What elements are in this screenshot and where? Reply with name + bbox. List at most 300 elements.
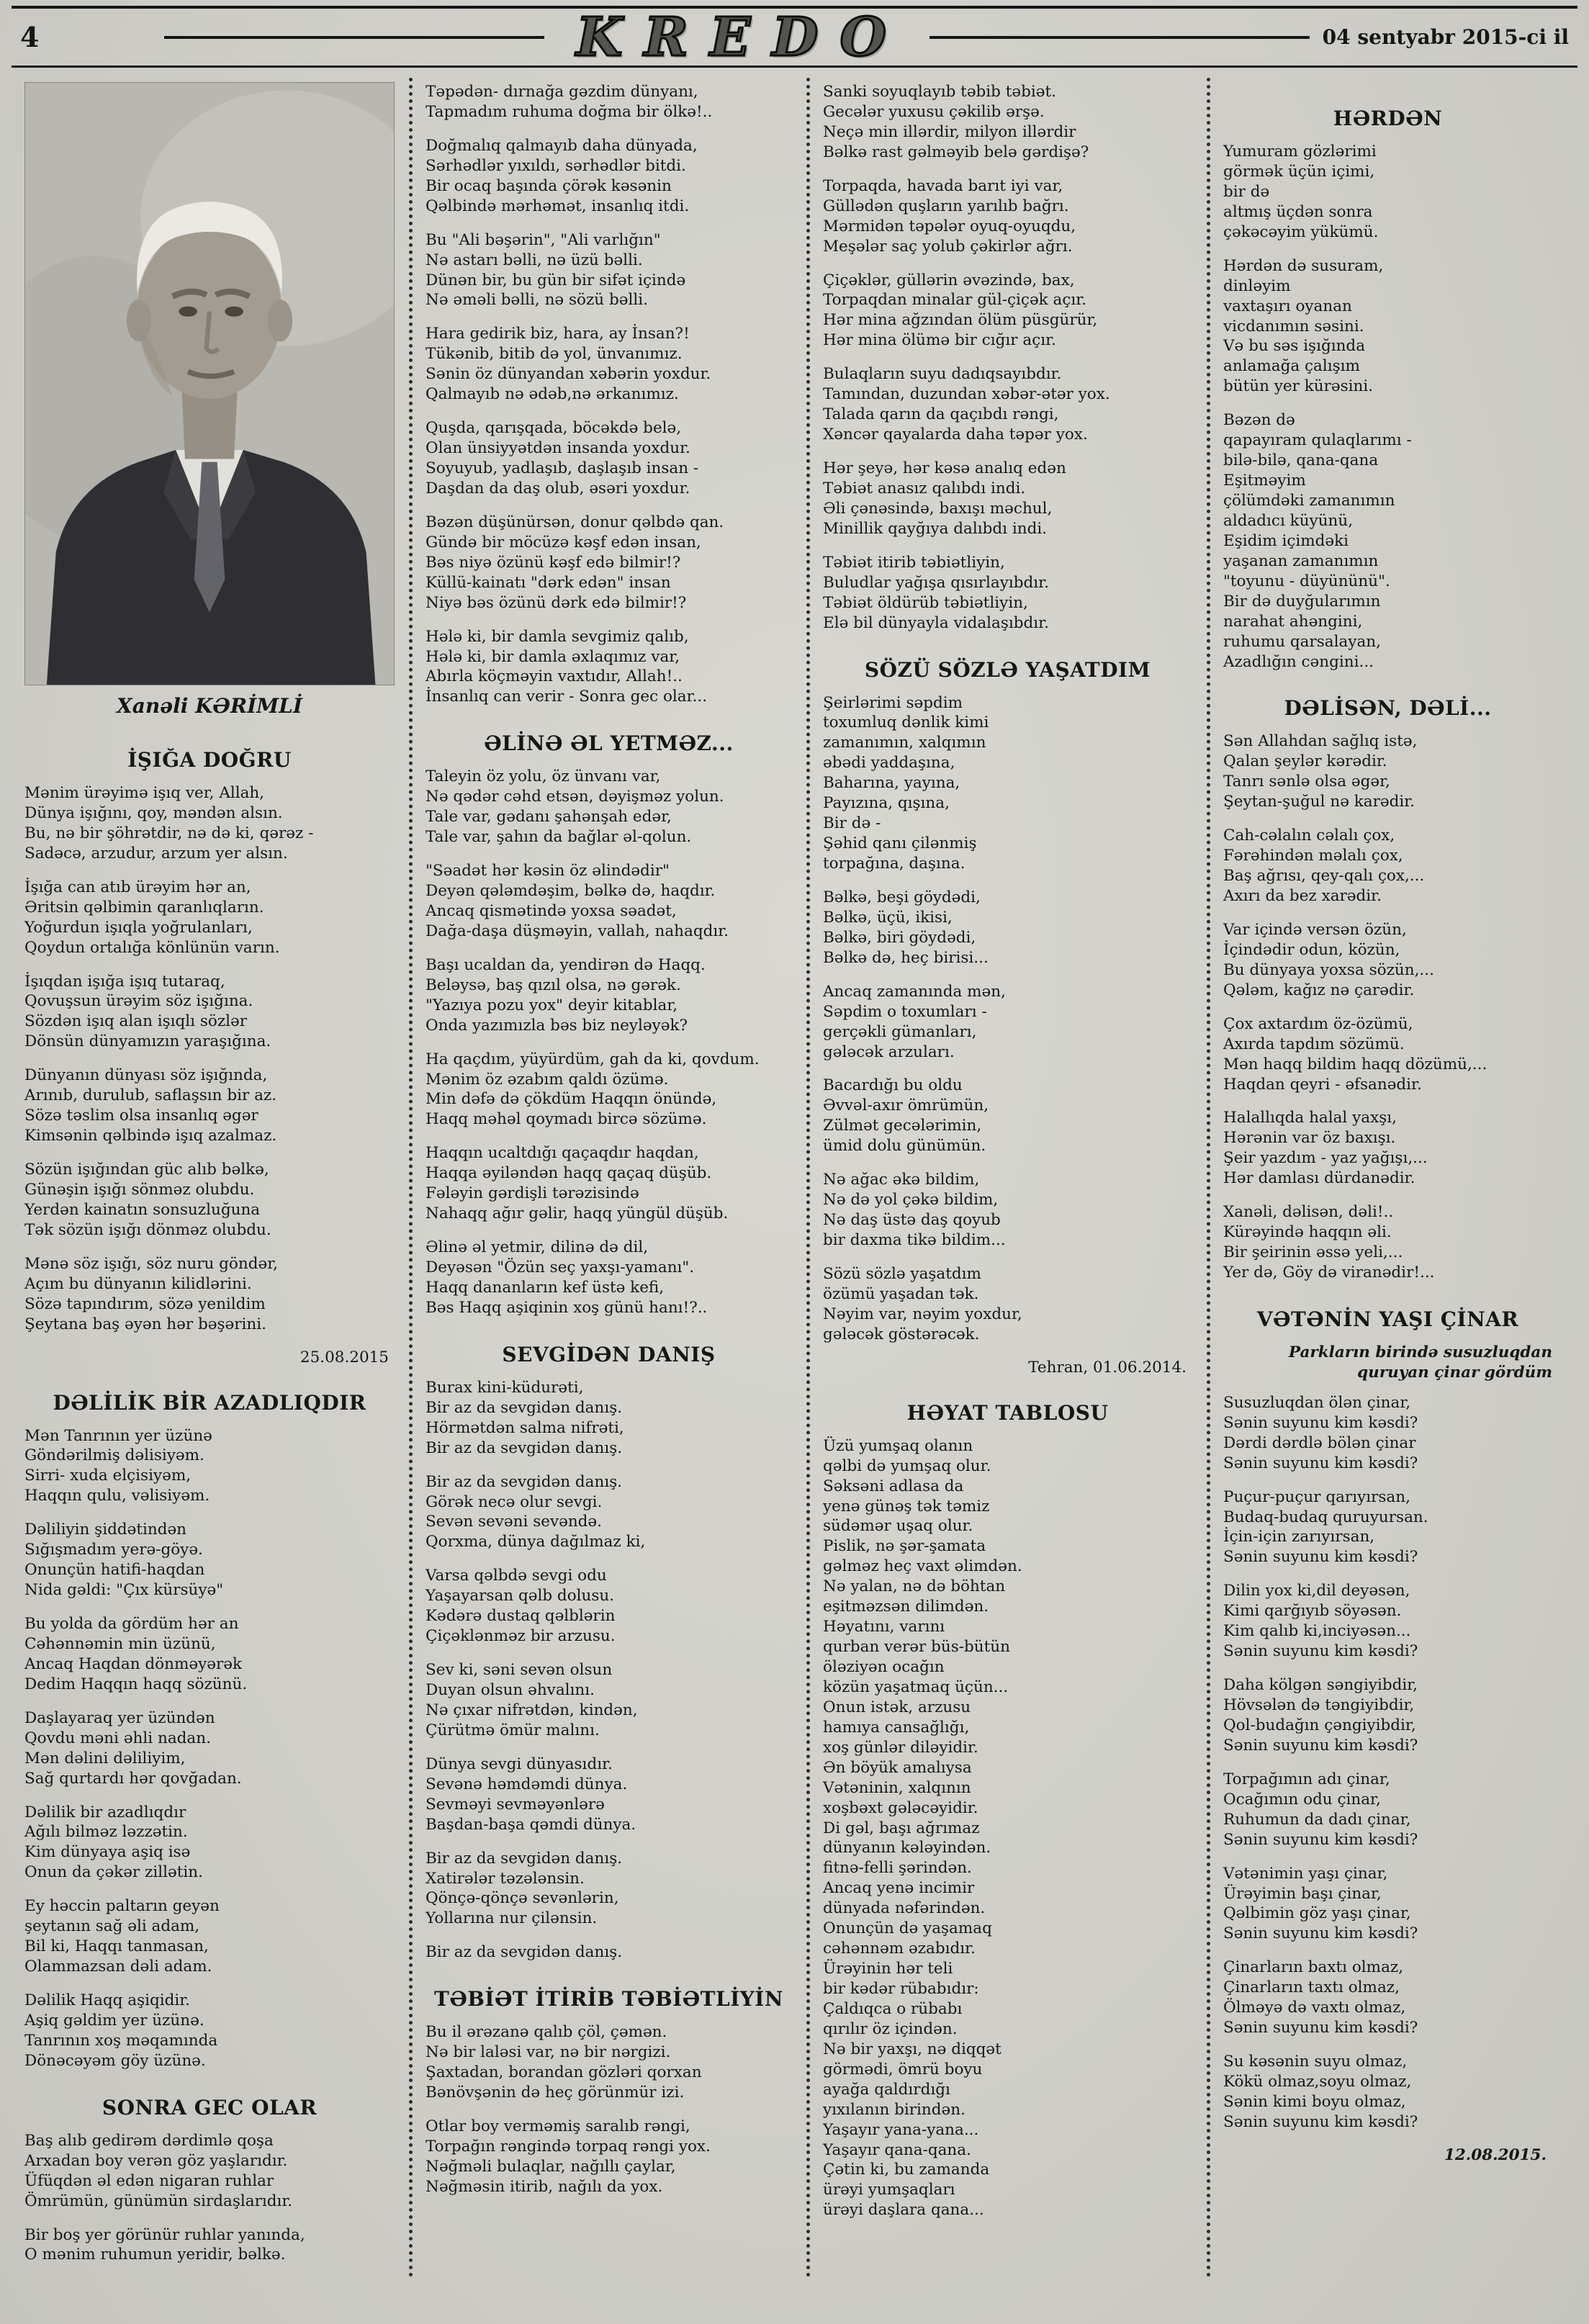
- stanza: [823, 459, 1192, 539]
- poem-line: şeytanın sağ əli adam,: [24, 1917, 200, 1936]
- poem-line: Başı ucaldan da, yendirən də Haqq.: [426, 955, 706, 974]
- poem-title: DƏLİLİK BİR AZADLIQDIR: [53, 1390, 366, 1415]
- poem-line: Ancaq qismətində yoxsa səadət,: [426, 901, 677, 920]
- poem-line: Bu "Ali bəşərin", "Ali varlığın": [426, 230, 661, 249]
- poem-line: qəlbi də yumşaq olur.: [823, 1456, 991, 1475]
- poem-title: VƏTƏNİN YAŞI ÇİNAR: [1256, 1307, 1519, 1331]
- poem-line: bütün yer kürəsini.: [1223, 377, 1374, 396]
- poem-line: Sözün işığından güc alıb bəlkə,: [24, 1161, 269, 1179]
- masthead-title: KREDO: [576, 6, 908, 68]
- poem-line: Cəhənnəmin min üzünü,: [24, 1634, 216, 1653]
- poem-line: ümid dolu günümün.: [823, 1137, 986, 1156]
- poem-line: Yoğurdun işıqla yoğrulanları,: [24, 918, 253, 937]
- poem-line: Ancaq zamanında mən,: [823, 982, 1006, 1001]
- poem-line: gələcək göstərəcək.: [823, 1325, 980, 1343]
- poem-line: Kim dünyaya aşiq isə: [24, 1843, 191, 1862]
- poem-line: Elə bil dünyayla vidalaşıbdır.: [823, 613, 1049, 632]
- poem-line: Sözə tapındırım, sözə yenildim: [24, 1294, 266, 1313]
- poem-line: Axırı da bez xarədir.: [1223, 887, 1382, 905]
- poem-line: Soyuyub, yadlaşıb, daşlaşıb insan -: [426, 459, 699, 477]
- stanza: [1223, 1487, 1552, 1568]
- poem-line: Xanəli, dəlisən, dəli!..: [1223, 1203, 1394, 1222]
- poem-line: Qalan şeylər kərədir.: [1223, 752, 1387, 771]
- poem-line: Bəzən düşünürsən, donur qəlbdə qan.: [426, 513, 724, 531]
- poem-line: Olammazsan dəli adam.: [24, 1958, 212, 1976]
- poem-line: Deyən qələmdəşim, bəlkə də, haqdır.: [426, 882, 716, 900]
- poem-subtitle: Parkların birində susuzluqdan quruyan çinar gördüm: [1288, 1343, 1552, 1382]
- poem-line: Çiçəklər, güllərin əvəzində, bax,: [823, 271, 1075, 289]
- poem-line: ürəyi yumşaqları: [823, 2181, 955, 2199]
- poem-line: Dedim Haqqın haqq sözünü.: [24, 1675, 248, 1693]
- poem-line: Bir az da sevgidən danış.: [426, 1943, 623, 1962]
- poem-line: Beləysə, baş qızıl olsa, nə gərək.: [426, 976, 681, 994]
- poem-line: Ha qaçdım, yüyürdüm, gah da ki, qovdum.: [426, 1050, 760, 1068]
- stanza: [426, 2022, 792, 2103]
- poem-line: Sənin suyunu kim kəsdi?: [1223, 1454, 1418, 1472]
- stanza: [426, 1238, 792, 1318]
- stanza: [24, 1803, 395, 1883]
- poem-line: Qələm, kağız nə çarədir.: [1223, 981, 1415, 999]
- poem-line: Yollarına nur çilənsin.: [426, 1909, 598, 1928]
- poem-line: Ruhumun da dadı çinar,: [1223, 1810, 1411, 1829]
- poem-line: ruhumu qarsalayan,: [1223, 632, 1381, 651]
- page-number: 4: [20, 21, 40, 53]
- poem-line: Təpədən- dırnağa gəzdim dünyanı,: [426, 83, 698, 101]
- poem-line: Dönəcəyəm göy üzünə.: [24, 2051, 206, 2070]
- poem-line: Qovdu məni əhli nadan.: [24, 1729, 211, 1747]
- poem-line: Tale var, gədanı şahənşah edər,: [426, 808, 672, 827]
- poem-line: Dünya sevgi dünyasıdır.: [426, 1755, 613, 1773]
- poem-line: Puçur-puçur qarıyırsan,: [1223, 1487, 1410, 1506]
- stanza: [24, 1896, 395, 1977]
- stanza: [24, 972, 395, 1053]
- poem-line: Ürəyimin başı çinar,: [1223, 1884, 1382, 1903]
- poem-line: Çox axtardım öz-özümü,: [1223, 1014, 1413, 1033]
- poem-line: Hələ ki, bir damla sevgimiz qalıb,: [426, 627, 689, 646]
- poem-line: Bir az da sevgidən danış.: [426, 1849, 623, 1868]
- stanza: [24, 1708, 395, 1789]
- poem-line: Nə daş üstə daş qoyub: [823, 1211, 1001, 1230]
- poem-line: Nə ağac əkə bildim,: [823, 1171, 980, 1189]
- poem-date: 25.08.2015: [300, 1348, 389, 1366]
- poem-line: Həyatını, varını: [823, 1618, 945, 1636]
- poem-line: Ölməyə də vaxtı olmaz,: [1223, 1999, 1406, 2017]
- poem-line: Üfüqdən əl edən nigaran ruhlar: [24, 2171, 274, 2190]
- poem-line: Tükənib, bitib də yol, ünvanımız.: [426, 345, 683, 364]
- poem-line: Çinarların taxtı olmaz,: [1223, 1978, 1400, 1997]
- poem-line: Sözü sözlə yaşatdım: [823, 1264, 981, 1283]
- poem-line: narahat ahəngini,: [1223, 612, 1363, 631]
- poem-line: Bir də -: [823, 814, 881, 833]
- stanza: [1223, 1864, 1552, 1945]
- poem-line: Gecələr yuxusu çəkilib ərşə.: [823, 102, 1045, 121]
- poem-line: Qoydun ortalığa könlünün varın.: [24, 938, 280, 957]
- poem-line: Nəğməsin itirib, nağılı da yox.: [426, 2177, 663, 2196]
- poem-line: Qalmayıb nə ədəb,nə ərkanımız.: [426, 385, 679, 404]
- poem-line: Əlinə əl yetmir, dilinə də dil,: [426, 1238, 649, 1257]
- poem-line: Şeytana baş əyən hər bəşərini.: [24, 1315, 266, 1333]
- poem-line: Sirri- xuda elçisiyəm,: [24, 1467, 192, 1485]
- author-portrait-illustration: [25, 83, 394, 685]
- poem-line: Yer də, Göy də viranədir!...: [1223, 1264, 1435, 1282]
- page-header: [12, 6, 1577, 68]
- poem-line: Hər damlası dürdanədir.: [1223, 1169, 1415, 1188]
- poem-line: Sığışmadım yerə-göyə.: [24, 1541, 203, 1559]
- poem-line: Su kəsənin suyu olmaz,: [1223, 2053, 1408, 2071]
- poem-line: Mən dəlini dəliliyim,: [24, 1749, 186, 1767]
- poem-line: Hər mina ölümə bir cığır açır.: [823, 331, 1056, 350]
- poem-line: Bacardığı bu oldu: [823, 1076, 963, 1095]
- poem-line: Bir də duyğularımın: [1223, 592, 1381, 611]
- poem-line: Pislik, nə şər-şamata: [823, 1537, 986, 1556]
- poem-line: qapayıram qulaqlarımı -: [1223, 431, 1412, 450]
- stanza: [426, 1566, 792, 1647]
- stanza: [823, 82, 1192, 163]
- poem-line: Di gəl, başı ağrımaz: [823, 1819, 980, 1837]
- poem-line: Abırla köçməyin vaxtıdır, Allah!..: [426, 667, 683, 686]
- poem-line: Daha kölgən səngiyibdir,: [1223, 1676, 1418, 1695]
- poem-line: yaşanan zamanımın: [1223, 551, 1379, 570]
- stanza: [823, 176, 1192, 257]
- poem-line: Bəs niyə özünü kəşf edə bilmir!?: [426, 553, 681, 572]
- poem-line: Vətəninin, xalqının: [823, 1778, 971, 1797]
- poem-line: bir kədər rübabıdır:: [823, 1980, 979, 1998]
- poem-line: Var içində versən özün,: [1223, 920, 1407, 939]
- stanza: [24, 1254, 395, 1335]
- poem-line: Fərəhindən məlalı çox,: [1223, 847, 1403, 865]
- poem-line: Qovuşsun ürəyim söz işığına.: [24, 992, 253, 1011]
- poem-line: xoş günlər diləyidir.: [823, 1738, 978, 1757]
- poem-line: Əvvəl-axır ömrümün,: [823, 1096, 989, 1115]
- stanza: [24, 878, 395, 958]
- poem-line: Qol-budağın çəngiyibdir,: [1223, 1716, 1416, 1734]
- poem-line: Ey həccin paltarın geyən: [24, 1897, 220, 1916]
- poem-line: Ömrümün, günümün sirdaşlarıdır.: [24, 2192, 293, 2210]
- poem-line: Şeirlərimi səpdim: [823, 693, 963, 712]
- poem-line: Arınıb, durulub, saflaşsın bir az.: [24, 1086, 277, 1105]
- stanza: [426, 1942, 792, 1963]
- poem-line: Dəliliyin şiddətindən: [24, 1521, 187, 1539]
- poem-line: Varsa qəlbdə sevgi odu: [426, 1567, 607, 1585]
- poem-line: Bu, nə bir şöhrətdir, nə də ki, qərəz -: [24, 824, 314, 842]
- poem-line: fitnə-felli şərindən.: [823, 1859, 972, 1878]
- poem-line: Haqqa əyiləndən haqq qaçaq düşüb.: [426, 1164, 712, 1183]
- poem-title: İŞIĞA DOĞRU: [127, 748, 292, 772]
- poem-line: Tanrı sənlə olsa əgər,: [1223, 773, 1390, 791]
- poem-line: Qorxma, dünya dağılmaz ki,: [426, 1533, 646, 1551]
- poem-line: O mənim ruhumun yeridir, bəlkə.: [24, 2246, 286, 2264]
- stanza: [426, 230, 792, 311]
- stanza: [823, 888, 1192, 968]
- photo-caption: Xanəli KƏRİMLİ: [117, 694, 302, 718]
- poem-line: Axırda tapdım sözümü.: [1223, 1035, 1405, 1053]
- poem-line: Dağa-daşa düşməyin, vallah, nahaqdır.: [426, 922, 729, 940]
- poem-line: Eşidim içimdəki: [1223, 531, 1349, 550]
- poem-line: Kədərə dustaq qəlblərin: [426, 1607, 616, 1626]
- poem-line: yıxılanın birindən.: [823, 2100, 965, 2119]
- poem-line: Təbiət itirib təbiətliyin,: [823, 553, 1005, 572]
- poem-title: TƏBİƏT İTİRİB TƏBİƏTLİYİN: [434, 1987, 783, 2012]
- poem-line: Nə astarı bəlli, nə üzü bəlli.: [426, 251, 643, 269]
- poem-line: özümü yaşadan tək.: [823, 1284, 979, 1303]
- poem-line: Bəlkə də, heç birisi...: [823, 948, 989, 967]
- poem-line: Hələ ki, bir damla əxlaqımız var,: [426, 647, 680, 666]
- poem-line: Sənin suyunu kim kəsdi?: [1223, 1830, 1418, 1849]
- poem-line: südəmər uşaq olur.: [823, 1517, 973, 1536]
- poem-line: Görək necə olur sevgi.: [426, 1492, 603, 1511]
- poem-line: Sevməyi sevməyənlərə: [426, 1795, 605, 1814]
- poem-line: Zülmət gecələrimin,: [823, 1117, 982, 1135]
- poem-line: Talada qarın da qaçıbdı rəngi,: [823, 405, 1059, 424]
- poem-line: Nə çıxar nifrətdən, kindən,: [426, 1701, 638, 1719]
- stanza: [1223, 1014, 1552, 1095]
- poem-line: Tale var, şahın da bağlar əl-qolun.: [426, 828, 692, 847]
- poem-line: zamanımın, xalqımın: [823, 734, 986, 752]
- poem-title: ƏLİNƏ ƏL YETMƏZ...: [484, 731, 734, 756]
- stanza: [1223, 410, 1552, 672]
- stanza: [426, 418, 792, 499]
- poem-line: Sevən sevəni sevəndə.: [426, 1513, 602, 1531]
- poem-line: Bir şeirinin əssə yeli,...: [1223, 1243, 1403, 1262]
- poem-line: Bir az da sevgidən danış.: [426, 1438, 623, 1457]
- poem-line: Vətənimin yaşı çinar,: [1223, 1864, 1388, 1883]
- poem-line: Sadəcə, arzudur, arzum yer alsın.: [24, 844, 288, 863]
- poem-line: Min dəfə də çökdüm Haqqın önündə,: [426, 1090, 717, 1109]
- poem-line: Üzü yumşaq olanın: [823, 1436, 973, 1455]
- poem-line: Sənin suyunu kim kəsdi?: [1223, 2112, 1418, 2131]
- poem-line: Dünya işığını, qoy, məndən alsın.: [24, 803, 283, 822]
- poem-line: Ancaq yenə incimir: [823, 1879, 975, 1898]
- poem-line: Əritsin qəlbimin qaranlıqların.: [24, 898, 264, 916]
- poem-line: Dilin yox ki,dil deyəsən,: [1223, 1582, 1410, 1600]
- poem-date: Tehran, 01.06.2014.: [1028, 1358, 1187, 1377]
- stanza: [823, 693, 1192, 874]
- poem-line: "Səadət hər kəsin öz əlindədir": [426, 862, 670, 880]
- poem-line: Minillik qayğıya dalıbdı indi.: [823, 519, 1048, 538]
- poem-line: Nə yalan, nə də böhtan: [823, 1577, 1006, 1596]
- poem-title: DƏLİSƏN, DƏLİ...: [1284, 696, 1492, 721]
- poem-line: Bəlkə, biri göydədi,: [823, 928, 976, 947]
- poem-line: Torpağımın adı çinar,: [1223, 1770, 1390, 1788]
- poem-line: Hər mina ağzından ölüm püsgürür,: [823, 311, 1098, 330]
- poem-line: Haqqın qulu, vəlisiyəm.: [24, 1487, 210, 1505]
- poem-line: gələcək arzuları.: [823, 1042, 955, 1061]
- poem-line: Bu yolda da gördüm hər an: [24, 1615, 239, 1633]
- poem-line: Nə bir laləsi var, nə bir nərgizi.: [426, 2043, 671, 2062]
- poem-line: Bir boş yer görünür ruhlar yanında,: [24, 2225, 305, 2244]
- stanza: [1223, 142, 1552, 243]
- poem-line: Budaq-budaq quruyursan.: [1223, 1508, 1428, 1526]
- poem-line: Baş alıb gedirəm dərdimlə qoşa: [24, 2131, 274, 2150]
- poem-line: Kimi qarğıyıb söyəsən.: [1223, 1602, 1402, 1621]
- stanza: [426, 1472, 792, 1553]
- poem-line: Kökü olmaz,soyu olmaz,: [1223, 2073, 1412, 2091]
- column-1: [12, 78, 409, 2279]
- poem-line: Kürəyində haqqın əli.: [1223, 1223, 1392, 1242]
- poem-line: İçindədir odun, közün,: [1223, 940, 1400, 959]
- poem-line: Onda yazımızla bəs biz neyləyək?: [426, 1016, 688, 1035]
- stanza: [823, 1170, 1192, 1251]
- poem-line: ayağa qaldırdığı: [823, 2080, 950, 2099]
- poem-line: Yerdən kainatın sonsuzluğuna: [24, 1200, 261, 1219]
- columns-container: [12, 68, 1577, 2279]
- poem-line: əbədi yaddaşına,: [823, 754, 955, 773]
- poem-line: Sanki soyuqlayıb təbib təbiət.: [823, 83, 1056, 101]
- poem-line: dinləyim: [1223, 276, 1291, 295]
- poem-line: Qəlbimin göz yaşı çinar,: [1223, 1904, 1411, 1923]
- poem-line: Dəlilik bir azadlıqdır: [24, 1803, 186, 1821]
- stanza: [823, 271, 1192, 351]
- stanza: [426, 1378, 792, 1459]
- poem-line: Nahaqq ağır gəlir, haqq yüngül düşüb.: [426, 1204, 729, 1223]
- poem-line: Mənim ürəyimə işıq ver, Allah,: [24, 784, 265, 802]
- poem-line: Ancaq Haqdan dönməyərək: [24, 1654, 242, 1673]
- poem-line: Bir ocaq başında çörək kəsənin: [426, 176, 672, 195]
- poem-line: Sənin suyunu kim kəsdi?: [1223, 1736, 1418, 1755]
- poem-title: SONRA GEC OLAR: [102, 2095, 318, 2120]
- poem-line: bir də: [1223, 182, 1270, 201]
- poem-line: Başdan-başa qəmdi dünya.: [426, 1815, 636, 1834]
- poem-line: Baharına, yayına,: [823, 774, 960, 793]
- poem-line: Şəhid qanı çilənmiş: [823, 834, 977, 853]
- stanza: [1223, 1202, 1552, 1283]
- poem-line: Dönsün dünyamızın yaraşığına.: [24, 1032, 271, 1051]
- stanza: [24, 2131, 395, 2212]
- stanza: [426, 513, 792, 613]
- poem-line: Mənə söz işığı, söz nuru göndər,: [24, 1254, 278, 1273]
- stanza: [426, 82, 792, 122]
- poem-line: Bənövşənin də heç görünmür izi.: [426, 2084, 685, 2102]
- poem-line: Haqq məhəl qoymadı bircə sözümə.: [426, 1110, 707, 1129]
- poem-line: Sözdən işıq alan işıqlı sözlər: [24, 1012, 248, 1031]
- poem-line: Əli çənəsində, baxışı məchul,: [823, 499, 1053, 518]
- poem-line: Bəlkə, beşi göydədi,: [823, 888, 981, 906]
- poem-line: xoşbəxt gələcəyidir.: [823, 1798, 978, 1817]
- poem-line: Niyə bəs özünü dərk edə bilmir!?: [426, 593, 687, 612]
- poem-line: Onunçün də yaşamaq: [823, 1919, 992, 1938]
- poem-line: cəhənnəm əzabıdır.: [823, 1940, 976, 1958]
- poem-line: aldadıcı küyünü,: [1223, 511, 1354, 530]
- poem-line: Sağ qurtardı hər qovğadan.: [24, 1769, 242, 1788]
- stanza: [1223, 1393, 1552, 1474]
- poem-line: Haqqın ucaltdığı qaçaqdır haqdan,: [426, 1144, 699, 1163]
- poem-line: öləziyən ocağın: [823, 1658, 945, 1676]
- poem-line: qırılır öz içindən.: [823, 2019, 958, 2038]
- poem-line: Küllü-kainatı "dərk edən" insan: [426, 573, 671, 592]
- poem-line: eşitməzsən dilimdən.: [823, 1598, 989, 1616]
- poem-line: Tək sözün işığı dönməz olubdu.: [24, 1220, 271, 1239]
- stanza: [1223, 731, 1552, 812]
- poem-line: Fələyin gərdişli tərəzisində: [426, 1184, 639, 1203]
- poem-line: Nə əməli bəlli, nə sözü bəlli.: [426, 291, 648, 310]
- stanza: [1223, 1958, 1552, 2038]
- poem-line: Yaşayarsan qəlb dolusu.: [426, 1587, 615, 1605]
- stanza: [24, 1991, 395, 2071]
- poem-line: Xəncər qayalarda daha təpər yox.: [823, 425, 1088, 444]
- poem-line: Daşlayaraq yer üzündən: [24, 1708, 215, 1727]
- poem-line: Duyan olsun əhvalını.: [426, 1681, 595, 1699]
- poem-line: Sənin suyunu kim kəsdi?: [1223, 1413, 1418, 1432]
- poem-line: Sənin suyunu kim kəsdi?: [1223, 1924, 1418, 1943]
- poem-line: İşığa can atıb ürəyim hər an,: [24, 878, 251, 896]
- poem-line: bir daxma tikə bildim...: [823, 1231, 1006, 1249]
- stanza: [24, 2225, 395, 2266]
- poem-line: Dəlilik Haqq aşiqidir.: [24, 1991, 191, 2009]
- stanza: [823, 982, 1192, 1063]
- stanza: [426, 1849, 792, 1929]
- stanza: [823, 553, 1192, 634]
- poem-title: HƏYAT TABLOSU: [906, 1400, 1109, 1425]
- poem-line: Sənin kimi boyu olmaz,: [1223, 2092, 1406, 2111]
- poem-line: Ocağımın odu çinar,: [1223, 1790, 1381, 1809]
- poem-line: Dünən bir, bu gün bir sifət içində: [426, 271, 686, 289]
- poem-line: Bil ki, Haqqı tanmasan,: [24, 1937, 209, 1956]
- poem-line: Günəşin işığı sönməz olubdu.: [24, 1180, 255, 1199]
- poem-line: Tamından, duzundan xəbər-ətər yox.: [823, 385, 1110, 404]
- poem-line: Taleyin öz yolu, öz ünvanı var,: [426, 767, 661, 786]
- poem-line: közün yaşatmaq üçün...: [823, 1677, 1009, 1696]
- poem-title: SEVGİDƏN DANIŞ: [502, 1342, 716, 1366]
- poem-line: Bəlkə, üçü, ikisi,: [823, 908, 953, 927]
- poem-line: Səksəni adlasa da: [823, 1477, 964, 1495]
- poem-line: Mən Tanrının yer üzünə: [24, 1426, 212, 1445]
- poem-line: Susuzluqdan ölən çinar,: [1223, 1393, 1411, 1412]
- poem-line: Şeir yazdım - yaz yağışı,...: [1223, 1149, 1428, 1168]
- poem-line: ürəyi daşlara qana...: [823, 2201, 984, 2220]
- poem-line: Şaxtadan, borandan gözləri qorxan: [426, 2063, 702, 2082]
- poem-line: Hörmətdən salma nifrəti,: [426, 1418, 624, 1437]
- stanza: [1223, 1770, 1552, 1850]
- stanza: [823, 1264, 1192, 1345]
- stanza: [24, 1426, 395, 1507]
- poem-line: Dərdi dərdlə bölən çinar: [1223, 1433, 1416, 1452]
- poem-line: Çiçəklənməz bir arzusu.: [426, 1627, 616, 1646]
- poem-line: Bulaqların suyu dadıqsayıbdır.: [823, 365, 1062, 384]
- poem-line: Yumuram gözlərimi: [1223, 143, 1377, 161]
- poem-line: çəkəcəyim yükümü.: [1223, 222, 1379, 241]
- poem-line: görmək üçün içimi,: [1223, 162, 1375, 181]
- poem-line: Onun da çəkər zillətin.: [24, 1863, 203, 1882]
- poem-line: Hər şeyə, hər kəsə analıq edən: [823, 459, 1066, 477]
- author-photo: [24, 82, 395, 685]
- poem-line: Səpdim o toxumları -: [823, 1002, 987, 1021]
- poem-line: Hərənin var öz baxışı.: [1223, 1129, 1396, 1148]
- poem-line: Kimsənin qəlbində işıq azalmaz.: [24, 1127, 277, 1145]
- stanza: [1223, 2052, 1552, 2132]
- poem-line: Quşda, qarışqada, böcəkdə belə,: [426, 419, 682, 438]
- poem-line: Onun istək, arzusu: [823, 1698, 971, 1716]
- column-4: [1207, 78, 1567, 2279]
- poem-line: Təbiət anasız qalıbdı indi.: [823, 479, 1026, 497]
- poem-line: İçin-için zarıyırsan,: [1223, 1528, 1375, 1546]
- stanza: [426, 767, 792, 847]
- poem-title: SÖZÜ SÖZLƏ YAŞATDIM: [864, 657, 1151, 682]
- poem-line: Hara gedirik biz, hara, ay İnsan?!: [426, 325, 690, 343]
- poem-line: Sənin suyunu kim kəsdi?: [1223, 2019, 1418, 2037]
- poem-line: bilə-bilə, qana-qana: [1223, 451, 1379, 470]
- stanza: [1223, 1581, 1552, 1662]
- poem-line: Kim qalıb ki,inciyəsən...: [1223, 1622, 1411, 1641]
- poem-line: Qönçə-qönçə sevənlərin,: [426, 1889, 619, 1908]
- poem-line: toxumluq dənlik kimi: [823, 713, 989, 732]
- poem-line: Buludlar yağışa qısırlayıbdır.: [823, 573, 1049, 592]
- poem-line: Hövsələn də təngiyibdir,: [1223, 1696, 1415, 1714]
- poem-line: Onunçün hatifi-haqdan: [24, 1561, 205, 1580]
- poem-line: Neçə min illərdir, milyon illərdir: [823, 122, 1076, 141]
- poem-line: Bəs Haqq aşiqinin xoş günü hanı!?..: [426, 1298, 708, 1317]
- poem-line: Dünyanın dünyası söz işığında,: [24, 1066, 268, 1085]
- poem-line: Burax kini-küdurəti,: [426, 1378, 584, 1397]
